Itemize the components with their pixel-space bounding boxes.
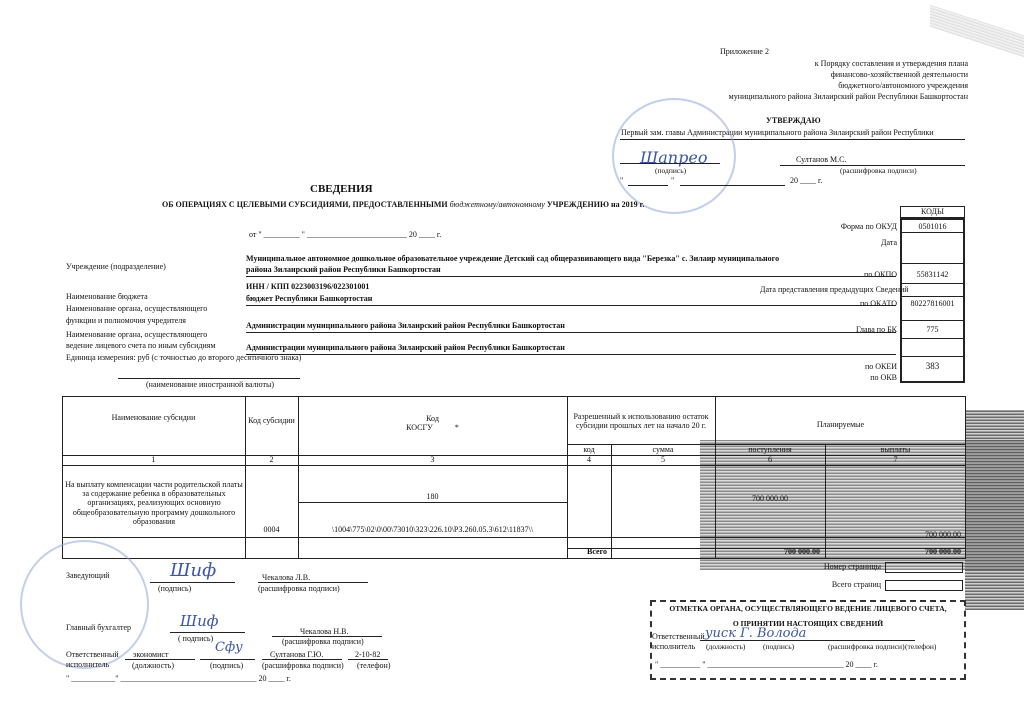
resp-signature: Сфу xyxy=(215,640,243,655)
mark-signature: уиск Г. Волода xyxy=(705,626,807,641)
doc-subtitle-main: ОБ ОПЕРАЦИЯХ С ЦЕЛЕВЫМИ СУБСИДИЯМИ, ПРЕДОСТАВЛЕННЫМИ xyxy=(162,200,450,209)
th-allowed: Разрешенный к использованию остаток субсидии прошлых лет на начало 20 г. xyxy=(573,411,709,430)
row-income: 700 000.00 xyxy=(752,493,788,503)
approve-position: Первый зам. главы Администрации муниципального района Зилаирский район Республики xyxy=(621,128,934,137)
head-sign-label: (подпись) xyxy=(158,584,192,593)
mark-title: ОТМЕТКА ОРГАНА, ОСУЩЕСТВЛЯЮЩЕГО ВЕДЕНИЕ ЛИЦЕВОГО СЧЕТА, xyxy=(669,604,947,613)
th-kosgu-2 xyxy=(406,423,459,432)
approve-heading: УТВЕРЖДАЮ xyxy=(766,116,821,125)
approve-date-month-line xyxy=(680,185,785,186)
account-value: Администрации муниципального района Зилаирский район Республики Башкортостан xyxy=(246,343,565,352)
approve-signature: Шапрео xyxy=(640,148,708,167)
prev-date-label: Дата представления предыдущих Сведений xyxy=(760,285,909,294)
mark-title-2: О ПРИНЯТИИ НАСТОЯЩИХ СВЕДЕНИЙ xyxy=(732,619,884,628)
account-label-2: ведение лицевого счета по иным субсидиям xyxy=(66,341,216,350)
approve-sign-label: (подпись) xyxy=(655,166,687,175)
th-kosgu-label: КОСГУ xyxy=(406,423,433,432)
codes-sep xyxy=(900,263,965,264)
acc-name: Чекалова Н.В. xyxy=(300,627,349,636)
founder-value: Администрации муниципального района Зилаирский район Республики Башкортостан xyxy=(246,321,565,330)
head-name: Чекалова Л.В. xyxy=(262,573,311,582)
col-num-4: 4 xyxy=(587,455,591,465)
resp-sign-line xyxy=(200,659,255,660)
codes-sep xyxy=(900,356,965,357)
head-decode-label: (расшифровка подписи) xyxy=(258,584,340,593)
mark-resp-2: исполнитель xyxy=(652,642,696,651)
total-pages-box xyxy=(885,580,963,591)
resp-label-2: исполнитель xyxy=(66,660,110,669)
col-num-6: 6 xyxy=(768,455,772,465)
codes-header: КОДЫ xyxy=(921,207,944,216)
resp-position-value: экономист xyxy=(133,650,169,659)
appendix-title: Приложение 2 xyxy=(720,47,769,56)
glava-value: 775 xyxy=(926,325,939,334)
doc-date-line: от " _________ " _________________________ 20 ____ г. xyxy=(249,230,442,239)
resp-name: Султанова Г.Ю. xyxy=(270,650,324,659)
th-code: Код субсидии xyxy=(248,416,295,426)
row-subsidy-name: На выплату компенсации части родительской платы за содержание ребенка в образовательных организациях, реализующих основную общеобразовательную программу дошкольного образования xyxy=(65,480,243,526)
budget-label: Наименование бюджета xyxy=(66,292,148,301)
budget-line xyxy=(246,305,896,306)
okei-value: 383 xyxy=(925,361,940,371)
page-number-label: Номер страницы xyxy=(823,562,881,571)
head-sign-line xyxy=(150,582,235,583)
org-value-2: района Зилаирский район Республики Башкортостан xyxy=(246,265,441,274)
total-income: 700 000.00 xyxy=(784,547,820,556)
head-label: Заведующий xyxy=(66,571,110,580)
row-subsidy-code: 0004 xyxy=(263,525,280,535)
mark-date-line: " __________ " __________________________________ 20 ____ г. xyxy=(655,660,878,669)
okato-value: 80227816001 xyxy=(910,299,955,308)
acc-signature: Шиф xyxy=(180,612,219,630)
resp-decode-label: (расшифровка подписи) xyxy=(262,661,344,670)
codes-sep xyxy=(900,283,965,284)
codes-sep xyxy=(900,320,965,321)
okud-value: 0501016 xyxy=(918,222,947,231)
okpo-value: 55831142 xyxy=(916,270,949,279)
appendix-line: финансово-хозяйственной деятельности xyxy=(830,70,968,79)
okei-label: по ОКЕИ xyxy=(864,362,897,371)
scan-artifact xyxy=(930,5,1024,58)
th-kosgu-star: * xyxy=(454,423,459,432)
resp-phone-line xyxy=(348,659,388,660)
col-num-7: 7 xyxy=(893,455,898,465)
budget-value: бюджет Республики Башкортостан xyxy=(246,294,373,303)
appendix-line: муниципального района Зилаирский район Республики Башкортостан xyxy=(728,92,968,101)
head-signature: Шиф xyxy=(170,560,217,581)
codes-sep xyxy=(900,338,965,339)
appendix-line: бюджетного/автономного учреждения xyxy=(838,81,968,90)
resp-phone-label: (телефон) xyxy=(357,661,391,670)
okpo-label: по ОКПО xyxy=(864,270,897,279)
okato-label: по ОКАТО xyxy=(859,299,897,308)
codes-sep xyxy=(900,296,965,297)
okud-label: Форма по ОКУД xyxy=(840,222,897,231)
approve-date-q1: " xyxy=(620,176,624,185)
okv-label: по ОКВ xyxy=(870,373,897,382)
acc-label: Главный бухгалтер xyxy=(66,623,131,632)
unit-label: Единица измерения: руб (с точностью до второго десятичного знака) xyxy=(66,353,302,362)
glava-label: Глава по БК xyxy=(856,325,897,334)
col-num-1: 1 xyxy=(151,455,156,465)
th-payments: выплаты xyxy=(880,444,911,454)
resp-sign-label: (подпись) xyxy=(210,661,244,670)
th-kosgu-1: Код xyxy=(426,413,439,423)
appendix-line: к Порядку составления и утверждения плана xyxy=(814,59,968,68)
org-value: Муниципальное автономное дошкольное образовательное учреждение Детский сад общеразвивающего вида "Березка" с. Зилаир муниципального xyxy=(246,254,780,263)
approve-sign-line xyxy=(620,163,720,164)
mark-phone-label: (телефон) xyxy=(905,642,937,651)
col-num-5: 5 xyxy=(661,455,665,465)
resp-phone-value: 2-10-82 xyxy=(355,650,381,659)
resp-position-line xyxy=(125,659,195,660)
th-planned: Планируемые xyxy=(816,420,865,430)
th-allowed-sum: сумма xyxy=(652,444,674,454)
doc-subtitle-year: УЧРЕЖДЕНИЮ на 2019 г. xyxy=(544,200,645,209)
total-pages-label: Всего страниц xyxy=(831,580,881,589)
currency-label: (наименование иностранной валюты) xyxy=(146,380,274,389)
inn-value: ИНН / КПП 0223003196/022301001 xyxy=(246,282,370,291)
org-label: Учреждение (подразделение) xyxy=(66,262,166,271)
th-allowed-code: код xyxy=(583,444,595,454)
mark-position-label: (должность) xyxy=(706,642,746,651)
org-line xyxy=(246,276,896,277)
total-payments: 700 000.00 xyxy=(925,547,961,556)
acc-decode-label: (расшифровка подписи) xyxy=(282,637,364,646)
mark-sign-line xyxy=(700,640,915,641)
doc-subtitle-type: бюджетному/автономному xyxy=(449,200,545,209)
founder-label: Наименование органа, осуществляющего xyxy=(66,304,208,313)
date-label: Дата xyxy=(881,238,897,247)
resp-position-label: (должность) xyxy=(132,661,174,670)
doc-subtitle xyxy=(162,200,644,209)
th-kosgu xyxy=(298,410,567,436)
row-kbk: \1004\775\02\0\00\73010\323\226.10\РЗ.260.05.3\612\11837\\ xyxy=(331,525,534,535)
approve-decode-label: (расшифровка подписи) xyxy=(840,166,917,175)
head-name-line xyxy=(258,582,368,583)
approve-date-day-line xyxy=(628,185,668,186)
founder-line xyxy=(246,332,896,333)
table-hline xyxy=(298,502,567,503)
mark-resp: Ответственный xyxy=(652,632,705,641)
acc-sign-line xyxy=(170,632,245,633)
th-name: Наименование субсидии xyxy=(111,413,196,423)
currency-line xyxy=(118,378,300,379)
account-label: Наименование органа, осуществляющего xyxy=(66,330,208,339)
approve-name: Султанов М.С. xyxy=(796,155,847,164)
resp-name-line xyxy=(262,659,342,660)
mark-decode-label: (расшифровка подписи) xyxy=(828,642,905,651)
page-number-box xyxy=(885,562,963,573)
th-income: поступления xyxy=(748,444,792,454)
mark-sign-label: (подпись) xyxy=(763,642,795,651)
approve-date-year: 20 ____ г. xyxy=(790,176,823,185)
acc-sign-label: ( подпись) xyxy=(178,634,214,643)
row-payments: 700 000.00 xyxy=(925,530,961,539)
doc-title: СВЕДЕНИЯ xyxy=(310,183,373,195)
approve-date-q2: " xyxy=(671,176,675,185)
col-num-2: 2 xyxy=(269,455,274,465)
founder-label-2: функции и полномочия учредителя xyxy=(66,316,186,325)
codes-sep xyxy=(900,232,965,233)
resp-label: Ответственный xyxy=(66,650,119,659)
resp-date-line: " ___________" __________________________________ 20 ____ г. xyxy=(66,674,291,683)
row-kosgu: 180 xyxy=(426,491,439,501)
table-hline xyxy=(62,465,966,466)
account-line xyxy=(246,354,896,355)
col-num-3: 3 xyxy=(430,455,435,465)
total-label: Всего xyxy=(587,547,607,556)
